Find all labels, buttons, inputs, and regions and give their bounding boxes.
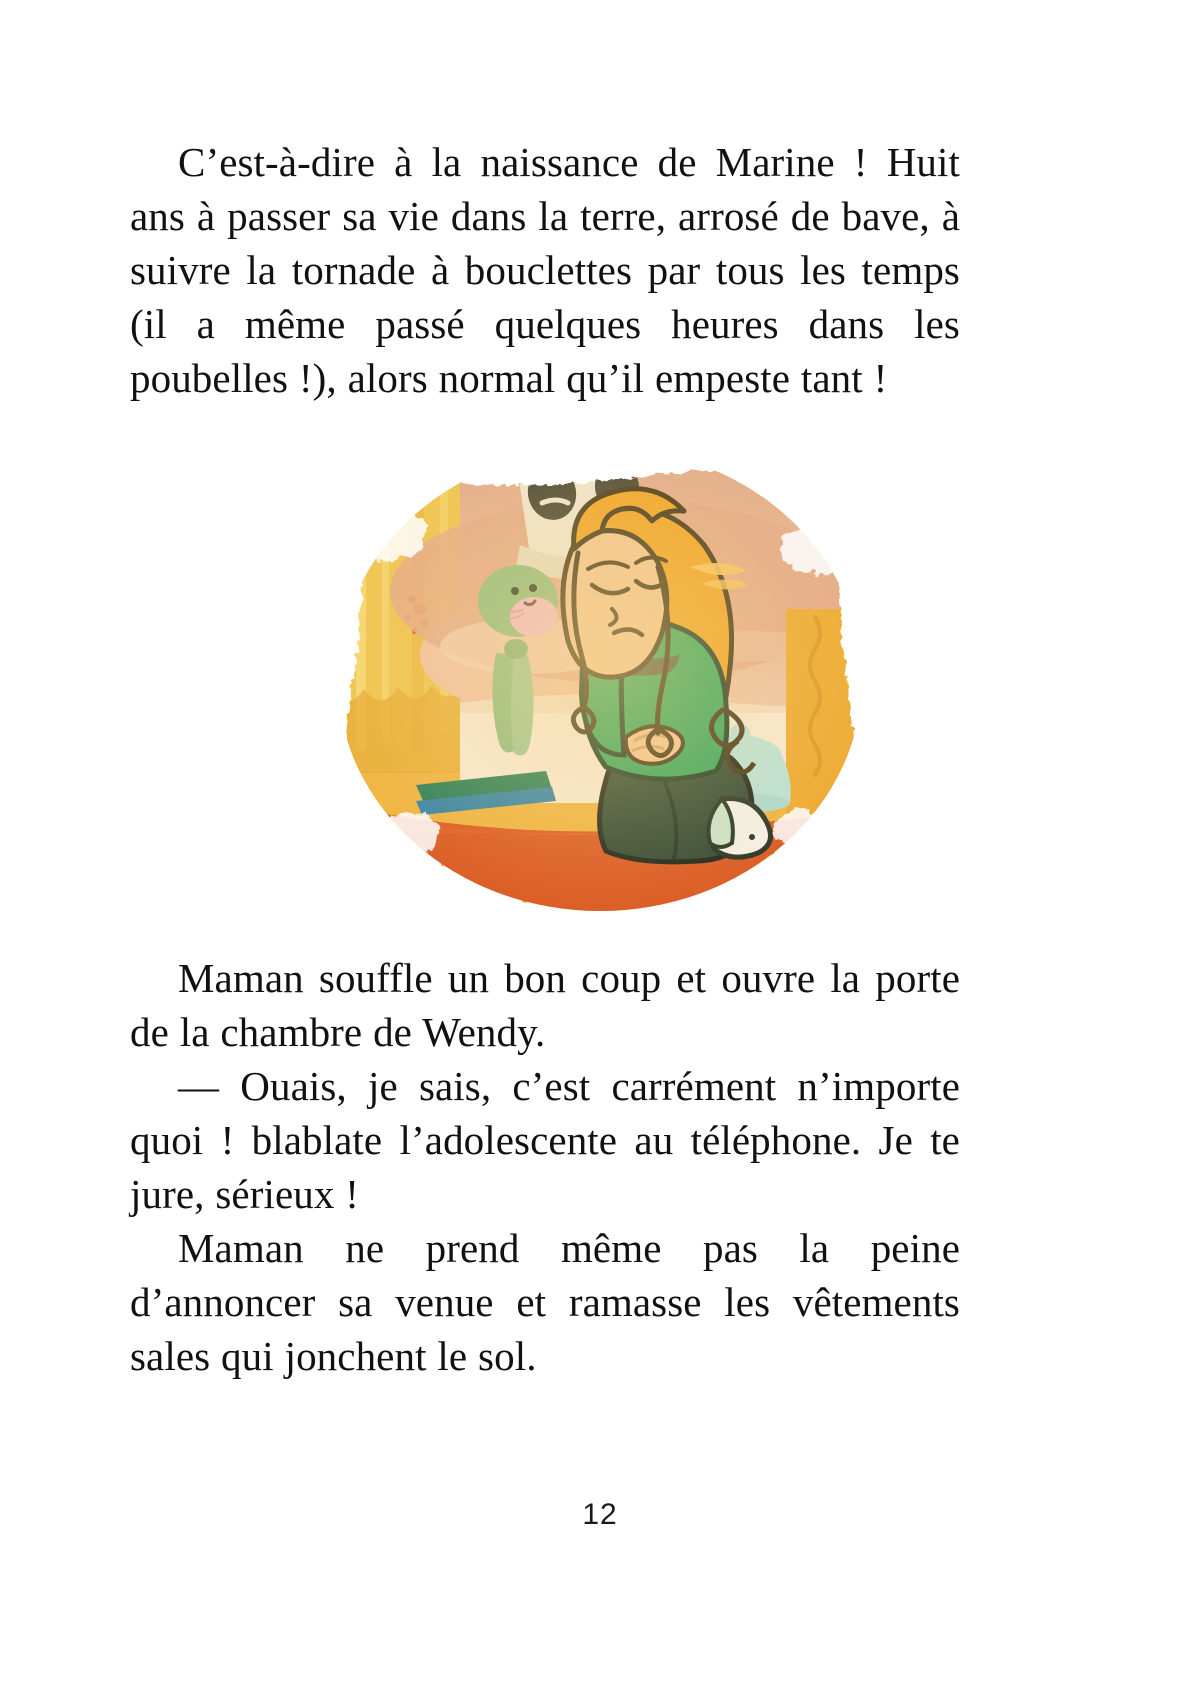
page-number: 12 (582, 1498, 618, 1531)
paragraph: Maman ne prend même pas la peine d’annoncer sa venue et ramasse les vêtements sales qui jonchent le sol. (130, 1225, 960, 1379)
bottom-text-block (130, 951, 960, 1383)
paragraph: — Ouais, je sais, c’est carrément n’importe quoi ! blablate l’adolescente au téléphone. Je te jure, sérieux ! (130, 1063, 960, 1217)
paragraph: C’est-à-dire à la naissance de Marine ! Huit ans à passer sa vie dans la terre, arrosé de bave, à suivre la tornade à bouclettes par tous les temps (il a même passé quelques heures dans les poubelles !), alors normal qu’il empeste tant ! (130, 139, 960, 401)
paragraph: Maman souffle un bon coup et ouvre la porte de la chambre de Wendy. (130, 955, 960, 1055)
illustration (320, 441, 880, 921)
illustration-svg (320, 441, 880, 921)
top-text-block (130, 135, 960, 405)
